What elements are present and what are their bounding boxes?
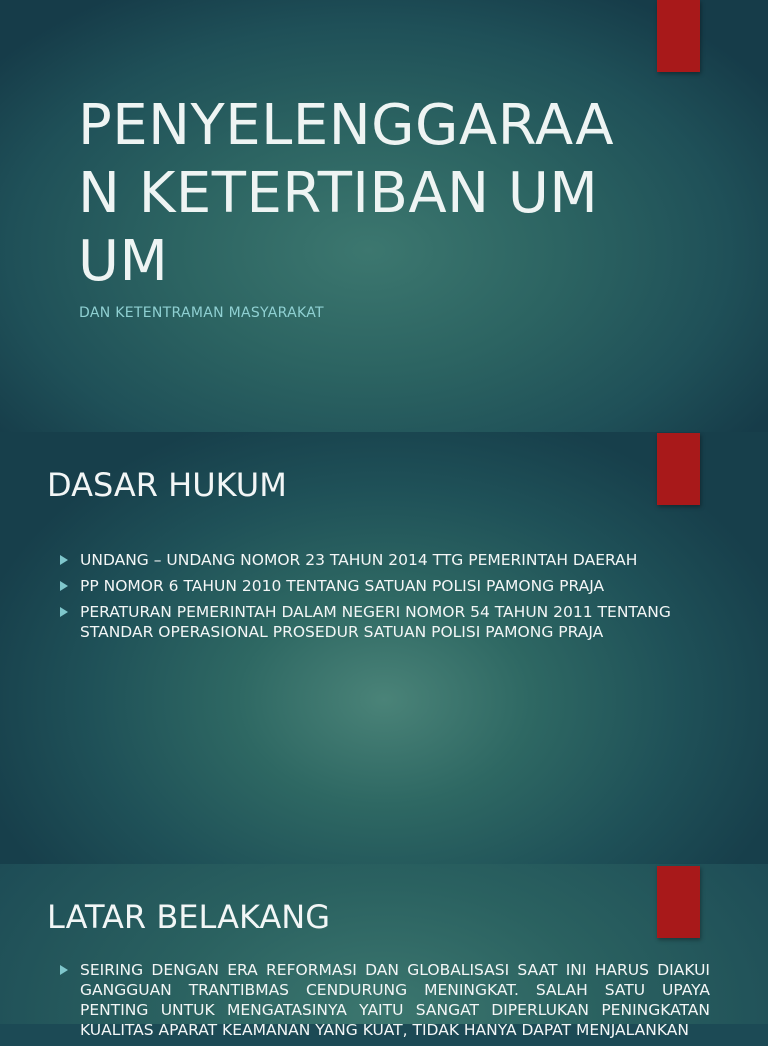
slide-title: PENYELENGGARAAN KETERTIBAN UMUM bbox=[78, 93, 615, 294]
accent-bar bbox=[657, 0, 700, 72]
bullet-arrow-icon bbox=[60, 965, 68, 975]
dasar-hukum-slide bbox=[0, 432, 768, 864]
list-item-text: PP NOMOR 6 TAHUN 2010 TENTANG SATUAN POLISI PAMONG PRAJA bbox=[80, 577, 605, 595]
list-item-text: PERATURAN PEMERINTAH DALAM NEGERI NOMOR 54 TAHUN 2011 TENTANG STANDAR OPERASIONAL PROSEDUR SATUAN POLISI PAMONG PRAJA bbox=[80, 603, 671, 641]
slide-heading: DASAR HUKUM bbox=[47, 466, 287, 504]
list-item-text: UNDANG – UNDANG NOMOR 23 TAHUN 2014 TTG PEMERINTAH DAERAH bbox=[80, 551, 638, 569]
list-item-text: SEIRING DENGAN ERA REFORMASI DAN GLOBALISASI SAAT INI HARUS DIAKUI GANGGUAN TRANTIBMAS CENDURUNG MENINGKAT. SALAH SATU UPAYA PENTING UNTUK MENGATASINYA YAITU SANGAT DIPERLUKAN PENINGKATAN KUALITAS APARAT KEAMANAN YANG KUAT, TIDAK HANYA DAPAT MENJALANKAN bbox=[80, 961, 710, 1039]
bullet-arrow-icon bbox=[60, 581, 68, 591]
bullet-list bbox=[60, 550, 710, 648]
list-item bbox=[60, 576, 710, 596]
title-slide bbox=[0, 0, 768, 432]
list-item bbox=[60, 550, 710, 570]
accent-bar bbox=[657, 866, 700, 938]
slide-subtitle: DAN KETENTRAMAN MASYARAKAT bbox=[79, 305, 324, 321]
bullet-list bbox=[60, 960, 710, 1046]
list-item bbox=[60, 602, 710, 642]
list-item bbox=[60, 960, 710, 1040]
slide-heading: LATAR BELAKANG bbox=[47, 898, 330, 936]
accent-bar bbox=[657, 433, 700, 505]
bullet-arrow-icon bbox=[60, 555, 68, 565]
latar-belakang-slide bbox=[0, 864, 768, 1039]
bullet-arrow-icon bbox=[60, 607, 68, 617]
